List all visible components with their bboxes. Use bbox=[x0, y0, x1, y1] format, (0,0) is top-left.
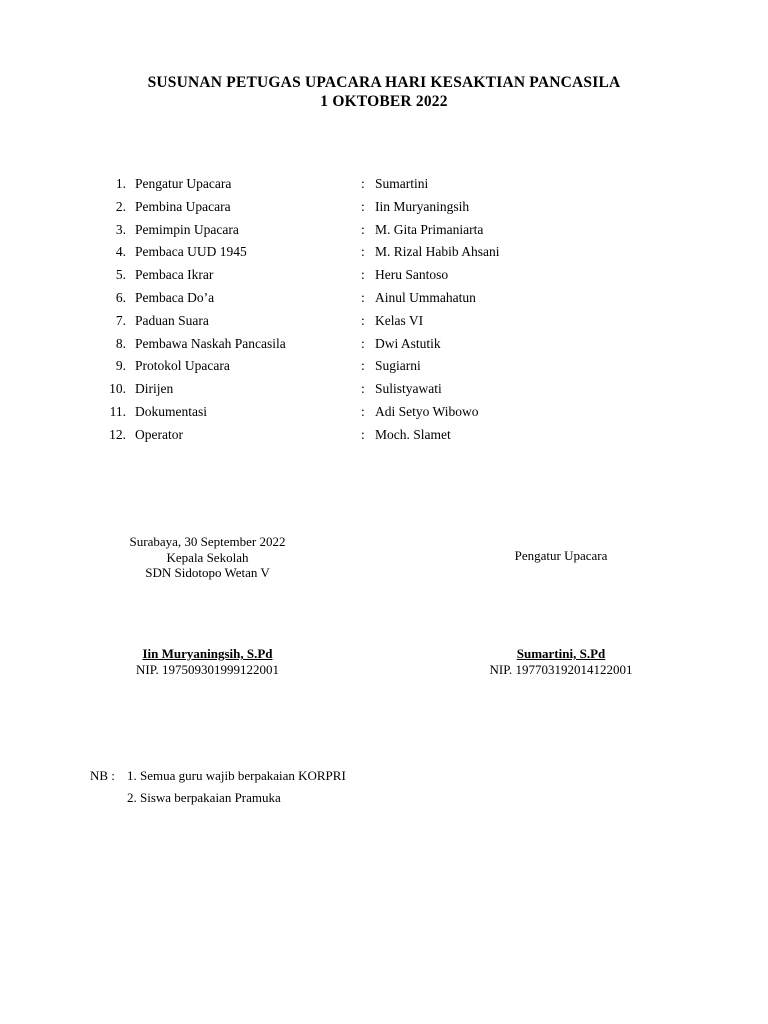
row-role: Dokumentasi bbox=[135, 403, 207, 419]
row-name: Adi Setyo Wibowo bbox=[375, 403, 479, 419]
row-name: Heru Santoso bbox=[375, 267, 449, 283]
row-name: Dwi Astutik bbox=[375, 335, 441, 351]
row-number: 2. bbox=[115, 198, 126, 214]
left-institution: SDN Sidotopo Wetan V bbox=[145, 565, 270, 580]
row-separator: : bbox=[361, 358, 365, 374]
right-signature bbox=[460, 646, 662, 677]
officer-row bbox=[0, 290, 768, 313]
row-role: Pembaca Ikrar bbox=[135, 267, 214, 283]
row-number: 12. bbox=[109, 426, 126, 442]
row-role: Pembaca UUD 1945 bbox=[135, 244, 247, 260]
row-separator: : bbox=[361, 381, 365, 397]
row-name: M. Rizal Habib Ahsani bbox=[375, 244, 500, 260]
place-date: Surabaya, 30 September 2022 bbox=[129, 534, 286, 549]
note-item: 2. Siswa berpakaian Pramuka bbox=[127, 790, 281, 805]
officer-row bbox=[0, 381, 768, 404]
officer-row bbox=[0, 176, 768, 199]
right-position: Pengatur Upacara bbox=[514, 548, 608, 563]
row-role: Paduan Suara bbox=[135, 312, 209, 328]
right-signatory-name: Sumartini, S.Pd bbox=[516, 646, 606, 661]
officer-row bbox=[0, 427, 768, 450]
row-separator: : bbox=[361, 426, 365, 442]
row-role: Protokol Upacara bbox=[135, 358, 230, 374]
row-role: Pembina Upacara bbox=[135, 198, 231, 214]
row-name: Sugiarni bbox=[375, 358, 421, 374]
officer-row bbox=[0, 244, 768, 267]
officer-row bbox=[0, 199, 768, 222]
left-signature bbox=[100, 646, 315, 677]
row-name: Ainul Ummahatun bbox=[375, 289, 476, 305]
officer-row bbox=[0, 336, 768, 359]
row-separator: : bbox=[361, 267, 365, 283]
row-number: 4. bbox=[115, 244, 126, 260]
row-separator: : bbox=[361, 221, 365, 237]
row-number: 6. bbox=[115, 289, 126, 305]
row-role: Pembaca Do’a bbox=[135, 289, 215, 305]
left-position: Kepala Sekolah bbox=[166, 549, 249, 565]
officer-list bbox=[0, 176, 768, 450]
row-name: M. Gita Primaniarta bbox=[375, 221, 484, 237]
row-number: 11. bbox=[109, 403, 126, 419]
row-name: Sumartini bbox=[375, 176, 429, 191]
right-signature-header bbox=[480, 548, 642, 564]
row-name: Kelas VI bbox=[375, 312, 424, 328]
row-separator: : bbox=[361, 176, 365, 191]
row-name: Moch. Slamet bbox=[375, 426, 451, 442]
officer-row bbox=[0, 222, 768, 245]
row-number: 3. bbox=[115, 221, 126, 237]
row-number: 7. bbox=[115, 312, 126, 328]
left-signature-header bbox=[100, 534, 315, 581]
officer-row bbox=[0, 313, 768, 336]
row-separator: : bbox=[361, 403, 365, 419]
row-role: Pembawa Naskah Pancasila bbox=[135, 335, 286, 351]
row-number: 10. bbox=[109, 381, 126, 397]
row-name: Sulistyawati bbox=[375, 381, 442, 397]
row-role: Operator bbox=[135, 426, 183, 442]
row-role: Pengatur Upacara bbox=[135, 176, 232, 191]
row-number: 8. bbox=[115, 335, 126, 351]
row-separator: : bbox=[361, 198, 365, 214]
left-signatory-nip: NIP. 197509301999122001 bbox=[135, 661, 279, 677]
row-number: 5. bbox=[115, 267, 126, 283]
row-separator: : bbox=[361, 335, 365, 351]
document-title: SUSUNAN PETUGAS UPACARA HARI KESAKTIAN PANCASILA bbox=[147, 74, 621, 91]
row-role: Dirijen bbox=[135, 381, 174, 397]
row-role: Pemimpin Upacara bbox=[135, 221, 239, 237]
row-separator: : bbox=[361, 244, 365, 260]
officer-row bbox=[0, 358, 768, 381]
left-signatory-name: Iin Muryaningsih, S.Pd bbox=[142, 646, 273, 661]
officer-row bbox=[0, 404, 768, 427]
row-separator: : bbox=[361, 312, 365, 328]
row-name: Iin Muryaningsih bbox=[375, 198, 470, 214]
row-number: 9. bbox=[115, 358, 126, 374]
row-number: 1. bbox=[115, 176, 126, 191]
note-item: 1. Semua guru wajib berpakaian KORPRI bbox=[127, 768, 346, 783]
document-date-title: 1 OKTOBER 2022 bbox=[320, 93, 448, 110]
notes-label: NB : bbox=[90, 768, 115, 783]
right-signatory-nip: NIP. 197703192014122001 bbox=[489, 661, 633, 677]
officer-row bbox=[0, 267, 768, 290]
row-separator: : bbox=[361, 289, 365, 305]
